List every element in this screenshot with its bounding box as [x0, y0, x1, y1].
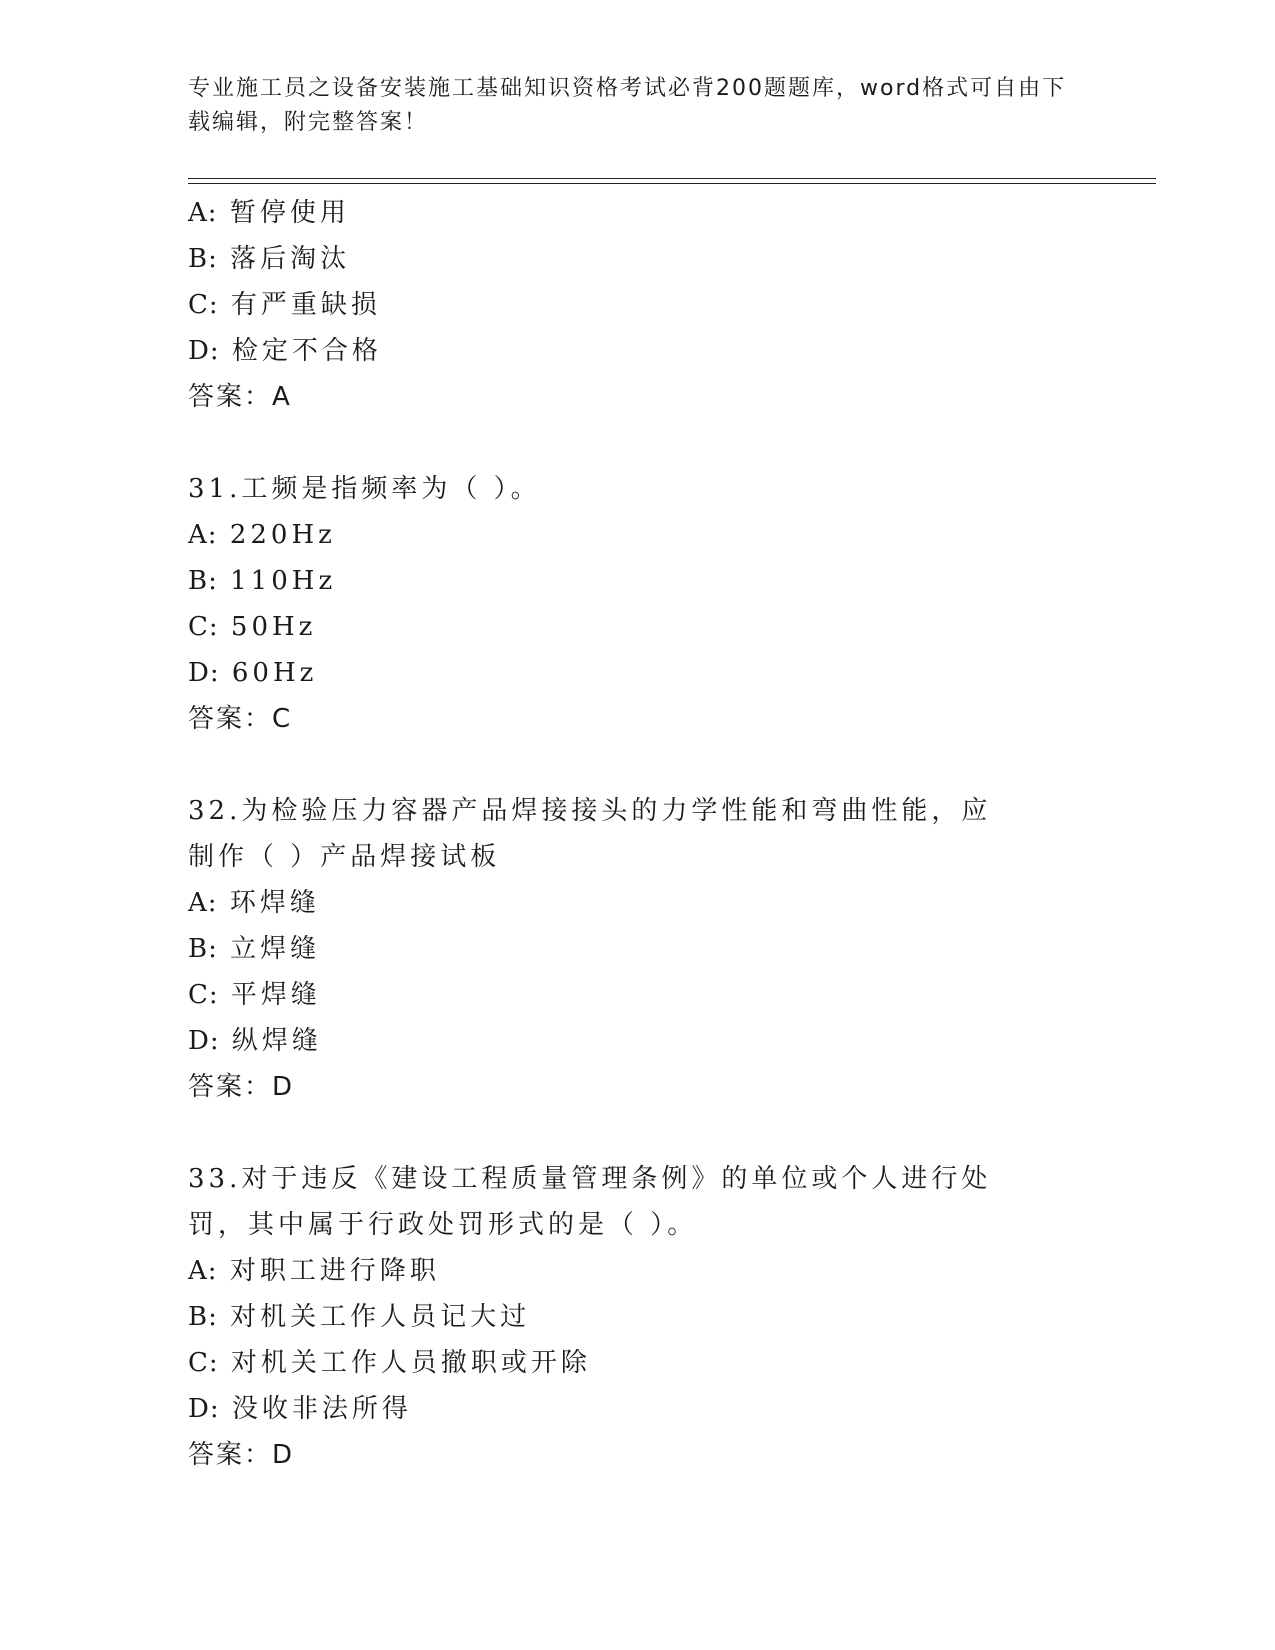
option-text: 立焊缝	[230, 934, 321, 964]
option-label: A:	[188, 520, 218, 550]
option-d	[188, 328, 1088, 374]
option-text: 检定不合格	[231, 336, 382, 366]
option-d	[188, 1018, 1088, 1064]
question-32	[188, 788, 1088, 1110]
header-rule-bottom	[188, 183, 1156, 184]
option-d	[188, 1386, 1088, 1432]
option-a	[188, 880, 1088, 926]
option-text: 对机关工作人员撤职或开除	[230, 1348, 591, 1378]
option-label: D:	[188, 336, 220, 366]
option-text: 纵焊缝	[231, 1026, 322, 1056]
question-text: 31.工频是指频率为（ ）。	[188, 474, 541, 504]
option-b	[188, 926, 1088, 972]
option-c	[188, 604, 1088, 650]
carryover-question	[188, 190, 1088, 420]
option-text: 220Hz	[229, 520, 336, 550]
question-text: 33.对于违反《建设工程质量管理条例》的单位或个人进行处罚，其中属于行政处罚形式的是（ ）。	[188, 1164, 992, 1240]
option-label: C:	[188, 1348, 219, 1378]
question-33	[188, 1156, 1088, 1478]
option-label: B:	[188, 1302, 218, 1332]
option-label: D:	[188, 1394, 220, 1424]
option-label: A:	[188, 888, 218, 918]
document-header: 专业施工员之设备安装施工基础知识资格考试必背200题题库，word格式可自由下载编辑，附完整答案！	[188, 76, 1067, 135]
option-text: 环焊缝	[229, 888, 320, 918]
option-b	[188, 236, 1088, 282]
option-label: C:	[188, 612, 219, 642]
option-text: 没收非法所得	[231, 1394, 412, 1424]
option-label: D:	[188, 658, 220, 688]
option-c	[188, 1340, 1088, 1386]
option-c	[188, 972, 1088, 1018]
option-label: C:	[188, 290, 219, 320]
option-text: 落后淘汰	[230, 244, 351, 274]
option-text: 110Hz	[230, 566, 337, 596]
option-text: 对职工进行降职	[229, 1256, 440, 1286]
option-text: 50Hz	[230, 612, 317, 642]
option-b	[188, 1294, 1088, 1340]
option-label: B:	[188, 244, 218, 274]
option-a	[188, 512, 1088, 558]
option-label: C:	[188, 980, 219, 1010]
answer-line: 答案：D	[188, 1072, 295, 1102]
option-label: B:	[188, 934, 218, 964]
answer-line: 答案：C	[188, 704, 293, 734]
option-label: B:	[188, 566, 218, 596]
option-text: 暂停使用	[229, 198, 350, 228]
header-rule-top	[188, 178, 1156, 179]
option-label: A:	[188, 198, 218, 228]
option-text: 60Hz	[231, 658, 318, 688]
option-b	[188, 558, 1088, 604]
option-text: 平焊缝	[230, 980, 321, 1010]
answer-line: 答案：D	[188, 1440, 295, 1470]
option-text: 有严重缺损	[230, 290, 381, 320]
question-text: 32.为检验压力容器产品焊接接头的力学性能和弯曲性能，应制作（ ）产品焊接试板	[188, 796, 992, 872]
option-d	[188, 650, 1088, 696]
option-label: D:	[188, 1026, 220, 1056]
answer-line: 答案：A	[188, 382, 292, 412]
option-a	[188, 190, 1088, 236]
option-c	[188, 282, 1088, 328]
question-31	[188, 466, 1088, 742]
option-label: A:	[188, 1256, 218, 1286]
option-a	[188, 1248, 1088, 1294]
question-list	[188, 190, 1088, 1478]
option-text: 对机关工作人员记大过	[230, 1302, 531, 1332]
